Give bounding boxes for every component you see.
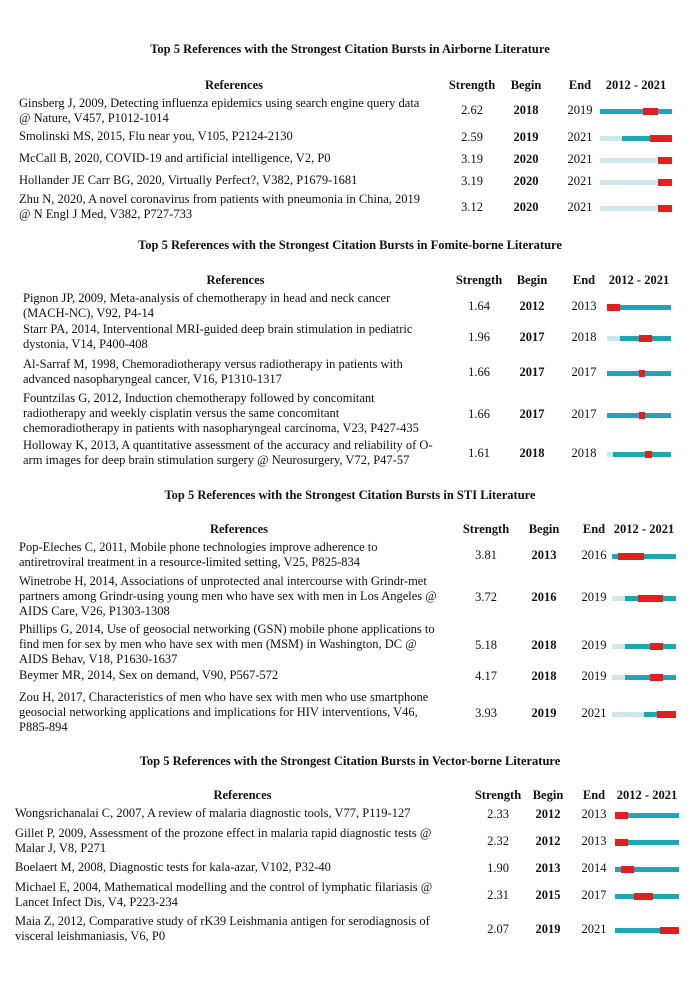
- begin-year: 2019: [513, 130, 539, 144]
- column-header-strength: Strength: [448, 78, 496, 92]
- reference-text: [19, 151, 459, 166]
- reference-line: Phillips G, 2014, Use of geosocial networking (GSN) mobile phone applications to: [19, 622, 435, 636]
- begin-year: 2013: [531, 548, 557, 562]
- timeline-before-publication: [612, 712, 644, 717]
- reference-line: advanced nasopharyngeal cancer, V16, P1310-1317: [23, 372, 282, 386]
- column-header-begin: Begin: [516, 273, 548, 287]
- reference-line: @ Nature, V457, P1012-1014: [19, 111, 169, 125]
- timeline-before-publication: [612, 644, 625, 649]
- reference-line: chemoradiotherapy in patients with nasopharyngeal carcinoma, V23, P427-435: [23, 421, 419, 435]
- reference-text: [23, 391, 458, 436]
- reference-line: Hollander JE Carr BG, 2020, Virtually Perfect?, V382, P1679-1681: [19, 173, 358, 187]
- reference-line: Pignon JP, 2009, Meta-analysis of chemotherapy in head and neck cancer: [23, 291, 391, 305]
- reference-line: McCall B, 2020, COVID-19 and artificial intelligence, V2, P0: [19, 151, 331, 165]
- reference-text: [19, 192, 459, 222]
- begin-year: 2018: [513, 103, 539, 117]
- reference-text: [15, 880, 480, 910]
- strength-value: 1.96: [468, 330, 490, 344]
- column-header-begin: Begin: [510, 78, 542, 92]
- end-year: 2016: [581, 548, 607, 562]
- begin-year: 2019: [531, 705, 557, 720]
- reference-line: Starr PA, 2014, Interventional MRI-guided deep brain stimulation in pediatric: [23, 322, 413, 336]
- burst-timeline: [615, 840, 679, 845]
- strength-value: 4.17: [475, 669, 497, 683]
- end-year: 2021: [581, 705, 607, 720]
- strength-value: 3.81: [475, 548, 497, 562]
- strength-value: 2.59: [461, 130, 483, 144]
- end-year: 2019: [581, 637, 607, 652]
- reference-text: [19, 173, 459, 188]
- reference-line: Ginsberg J, 2009, Detecting influenza epidemics using search engine query data: [19, 96, 420, 110]
- burst-segment: [650, 135, 672, 142]
- reference-line: Lancet Infect Dis, V4, P223-234: [15, 895, 178, 909]
- burst-timeline: [600, 109, 672, 114]
- column-header-begin: Begin: [528, 522, 560, 536]
- burst-timeline: [607, 413, 671, 418]
- strength-value: 3.72: [475, 589, 497, 604]
- burst-timeline: [612, 644, 676, 649]
- burst-timeline: [607, 336, 671, 341]
- begin-year: 2018: [531, 669, 557, 683]
- reference-line: Michael E, 2004, Mathematical modelling and the control of lymphatic filariasis @: [15, 880, 433, 894]
- column-header-period: 2012 - 2021: [608, 273, 670, 287]
- reference-line: AIDS Behav, V18, P1630-1637: [19, 652, 178, 666]
- end-year: 2017: [571, 365, 597, 379]
- column-header-end: End: [568, 78, 592, 92]
- burst-timeline: [615, 894, 679, 899]
- reference-line: radiotherapy and weekly cisplatin versus the same concomitant: [23, 406, 340, 420]
- end-year: 2017: [581, 888, 607, 902]
- burst-timeline: [615, 867, 679, 872]
- strength-value: 1.64: [468, 299, 490, 313]
- panel-title: Top 5 References with the Strongest Citation Bursts in STI Literature: [164, 488, 536, 502]
- reference-line: visceral leishmaniasis, V6, P0: [15, 929, 166, 943]
- column-header-end: End: [572, 273, 596, 287]
- burst-timeline: [615, 928, 679, 933]
- end-year: 2021: [567, 200, 593, 214]
- begin-year: 2017: [519, 330, 545, 344]
- end-year: 2019: [567, 103, 593, 117]
- reference-text: [19, 96, 459, 126]
- column-header-period: 2012 - 2021: [605, 78, 667, 92]
- strength-value: 2.31: [487, 888, 509, 902]
- panel-title: Top 5 References with the Strongest Citation Bursts in Fomite-borne Literature: [138, 238, 562, 252]
- strength-value: 3.19: [461, 174, 483, 188]
- reference-line: Malar J, V8, P271: [15, 841, 107, 855]
- timeline-active-period: [600, 109, 672, 114]
- burst-segment: [634, 893, 653, 900]
- strength-value: 1.66: [468, 365, 490, 379]
- reference-text: [19, 668, 469, 683]
- column-header-end: End: [582, 788, 606, 802]
- reference-line: P885-894: [19, 720, 68, 734]
- reference-text: [19, 690, 469, 735]
- column-header-strength: Strength: [455, 273, 503, 287]
- timeline-before-publication: [612, 675, 625, 680]
- reference-line: Winetrobe H, 2014, Associations of unprotected anal intercourse with Grindr-met: [19, 574, 427, 588]
- end-year: 2018: [571, 446, 597, 460]
- begin-year: 2016: [531, 589, 557, 604]
- strength-value: 1.61: [468, 446, 490, 460]
- reference-line: Zhu N, 2020, A novel coronavirus from patients with pneumonia in China, 2019: [19, 192, 420, 206]
- strength-value: 3.12: [461, 200, 483, 214]
- strength-value: 2.07: [487, 922, 509, 936]
- column-header-period: 2012 - 2021: [616, 788, 678, 802]
- burst-timeline: [615, 813, 679, 818]
- timeline-before-publication: [612, 596, 625, 601]
- burst-segment: [607, 304, 620, 311]
- burst-segment: [618, 553, 644, 560]
- reference-line: Zou H, 2017, Characteristics of men who have sex with men who use smartphone: [19, 690, 429, 704]
- burst-segment: [658, 179, 672, 186]
- begin-year: 2015: [535, 888, 561, 902]
- end-year: 2021: [567, 174, 593, 188]
- strength-value: 2.62: [461, 103, 483, 117]
- burst-segment: [658, 157, 672, 164]
- burst-segment: [650, 643, 663, 650]
- reference-text: [15, 806, 480, 821]
- timeline-before-publication: [600, 158, 658, 163]
- reference-text: [15, 826, 480, 856]
- end-year: 2017: [571, 406, 597, 421]
- end-year: 2013: [581, 807, 607, 821]
- reference-line: AIDS Care, V26, P1303-1308: [19, 604, 170, 618]
- reference-line: arm images for deep brain stimulation surgery @ Neurosurgery, V72, P47-57: [23, 453, 410, 467]
- strength-value: 1.90: [487, 861, 509, 875]
- reference-text: [23, 291, 458, 321]
- begin-year: 2018: [519, 446, 545, 460]
- burst-timeline: [600, 158, 672, 163]
- begin-year: 2012: [519, 299, 545, 313]
- begin-year: 2020: [513, 200, 539, 214]
- burst-timeline: [607, 305, 671, 310]
- reference-text: [15, 914, 480, 944]
- burst-segment: [639, 412, 645, 419]
- timeline-before-publication: [600, 206, 658, 211]
- reference-text: [19, 129, 459, 144]
- reference-line: @ N Engl J Med, V382, P727-733: [19, 207, 193, 221]
- burst-segment: [639, 335, 652, 342]
- panel-title: Top 5 References with the Strongest Citation Bursts in Airborne Literature: [150, 42, 550, 56]
- column-header-begin: Begin: [532, 788, 564, 802]
- timeline-before-publication: [607, 336, 620, 341]
- burst-timeline: [600, 180, 672, 185]
- burst-segment: [638, 595, 664, 602]
- end-year: 2019: [581, 669, 607, 683]
- timeline-before-publication: [600, 136, 622, 141]
- strength-value: 3.93: [475, 705, 497, 720]
- begin-year: 2012: [535, 834, 561, 848]
- reference-line: (MACH-NC), V92, P4-14: [23, 306, 155, 320]
- reference-line: Wongsrichanalai C, 2007, A review of malaria diagnostic tools, V77, P119-127: [15, 806, 411, 820]
- begin-year: 2017: [519, 406, 545, 421]
- begin-year: 2019: [535, 922, 561, 936]
- burst-segment: [615, 839, 628, 846]
- strength-value: 2.32: [487, 834, 509, 848]
- reference-line: Boelaert M, 2008, Diagnostic tests for kala-azar, V102, P32-40: [15, 860, 331, 874]
- burst-segment: [643, 108, 657, 115]
- reference-line: geosocial networking applications and implications for HIV interventions, V46,: [19, 705, 418, 719]
- begin-year: 2020: [513, 174, 539, 188]
- reference-text: [23, 357, 458, 387]
- reference-line: Pop-Eleches C, 2011, Mobile phone technologies improve adherence to: [19, 540, 378, 554]
- strength-value: 3.19: [461, 152, 483, 166]
- reference-text: [15, 860, 480, 875]
- burst-timeline: [607, 452, 671, 457]
- column-header-references: References: [209, 522, 269, 536]
- begin-year: 2018: [531, 637, 557, 652]
- burst-segment: [660, 927, 679, 934]
- begin-year: 2017: [519, 365, 545, 379]
- timeline-before-publication: [600, 180, 658, 185]
- column-header-references: References: [213, 788, 272, 802]
- reference-line: partners among Grindr-using young men who have sex with men in Los Angeles @: [19, 589, 437, 603]
- burst-timeline: [607, 371, 671, 376]
- reference-line: find men for sex by men who have sex with men (MSM) in Washington, DC @: [19, 637, 417, 651]
- column-header-strength: Strength: [462, 522, 510, 536]
- strength-value: 2.33: [487, 807, 509, 821]
- column-header-references: References: [206, 273, 265, 287]
- reference-line: Smolinski MS, 2015, Flu near you, V105, P2124-2130: [19, 129, 293, 143]
- burst-timeline: [600, 206, 672, 211]
- reference-line: antiretroviral treatment in a resource-limited setting, V25, P825-834: [19, 555, 360, 569]
- column-header-end: End: [582, 522, 606, 536]
- reference-text: [23, 322, 458, 352]
- begin-year: 2020: [513, 152, 539, 166]
- end-year: 2018: [571, 330, 597, 344]
- burst-segment: [658, 205, 672, 212]
- timeline-active-period: [613, 452, 671, 457]
- begin-year: 2013: [535, 861, 561, 875]
- panel-title: Top 5 References with the Strongest Citation Bursts in Vector-borne Literature: [139, 754, 561, 768]
- burst-timeline: [612, 675, 676, 680]
- reference-text: [19, 540, 469, 570]
- reference-line: Al-Sarraf M, 1998, Chemoradiotherapy versus radiotherapy in patients with: [23, 357, 403, 371]
- burst-timeline: [600, 136, 672, 141]
- end-year: 2019: [581, 589, 607, 604]
- burst-timeline: [612, 712, 676, 717]
- end-year: 2021: [567, 130, 593, 144]
- end-year: 2013: [581, 834, 607, 848]
- reference-line: dystonia, V14, P400-408: [23, 337, 148, 351]
- reference-text: [19, 574, 469, 619]
- begin-year: 2012: [535, 807, 561, 821]
- strength-value: 1.66: [468, 406, 490, 421]
- end-year: 2014: [581, 861, 607, 875]
- column-header-period: 2012 - 2021: [613, 522, 675, 536]
- reference-line: Beymer MR, 2014, Sex on demand, V90, P567-572: [19, 668, 279, 682]
- end-year: 2013: [571, 299, 597, 313]
- burst-timeline: [612, 554, 676, 559]
- burst-segment: [650, 674, 663, 681]
- reference-line: Fountzilas G, 2012, Induction chemotherapy followed by concomitant: [23, 391, 375, 405]
- reference-line: Holloway K, 2013, A quantitative assessment of the accuracy and reliability of O-: [23, 438, 433, 452]
- burst-segment: [657, 711, 676, 718]
- column-header-references: References: [204, 78, 264, 92]
- reference-text: [23, 438, 458, 468]
- reference-line: Maia Z, 2012, Comparative study of rK39 Leishmania antigen for serodiagnosis of: [15, 914, 430, 928]
- end-year: 2021: [567, 152, 593, 166]
- column-header-strength: Strength: [474, 788, 522, 802]
- reference-line: Gillet P, 2009, Assessment of the prozone effect in malaria rapid diagnostic tests @: [15, 826, 432, 840]
- burst-timeline: [612, 596, 676, 601]
- burst-segment: [639, 370, 645, 377]
- burst-segment: [621, 866, 634, 873]
- end-year: 2021: [581, 922, 607, 936]
- burst-segment: [615, 812, 628, 819]
- strength-value: 5.18: [475, 637, 497, 652]
- burst-segment: [645, 451, 651, 458]
- reference-text: [19, 622, 469, 667]
